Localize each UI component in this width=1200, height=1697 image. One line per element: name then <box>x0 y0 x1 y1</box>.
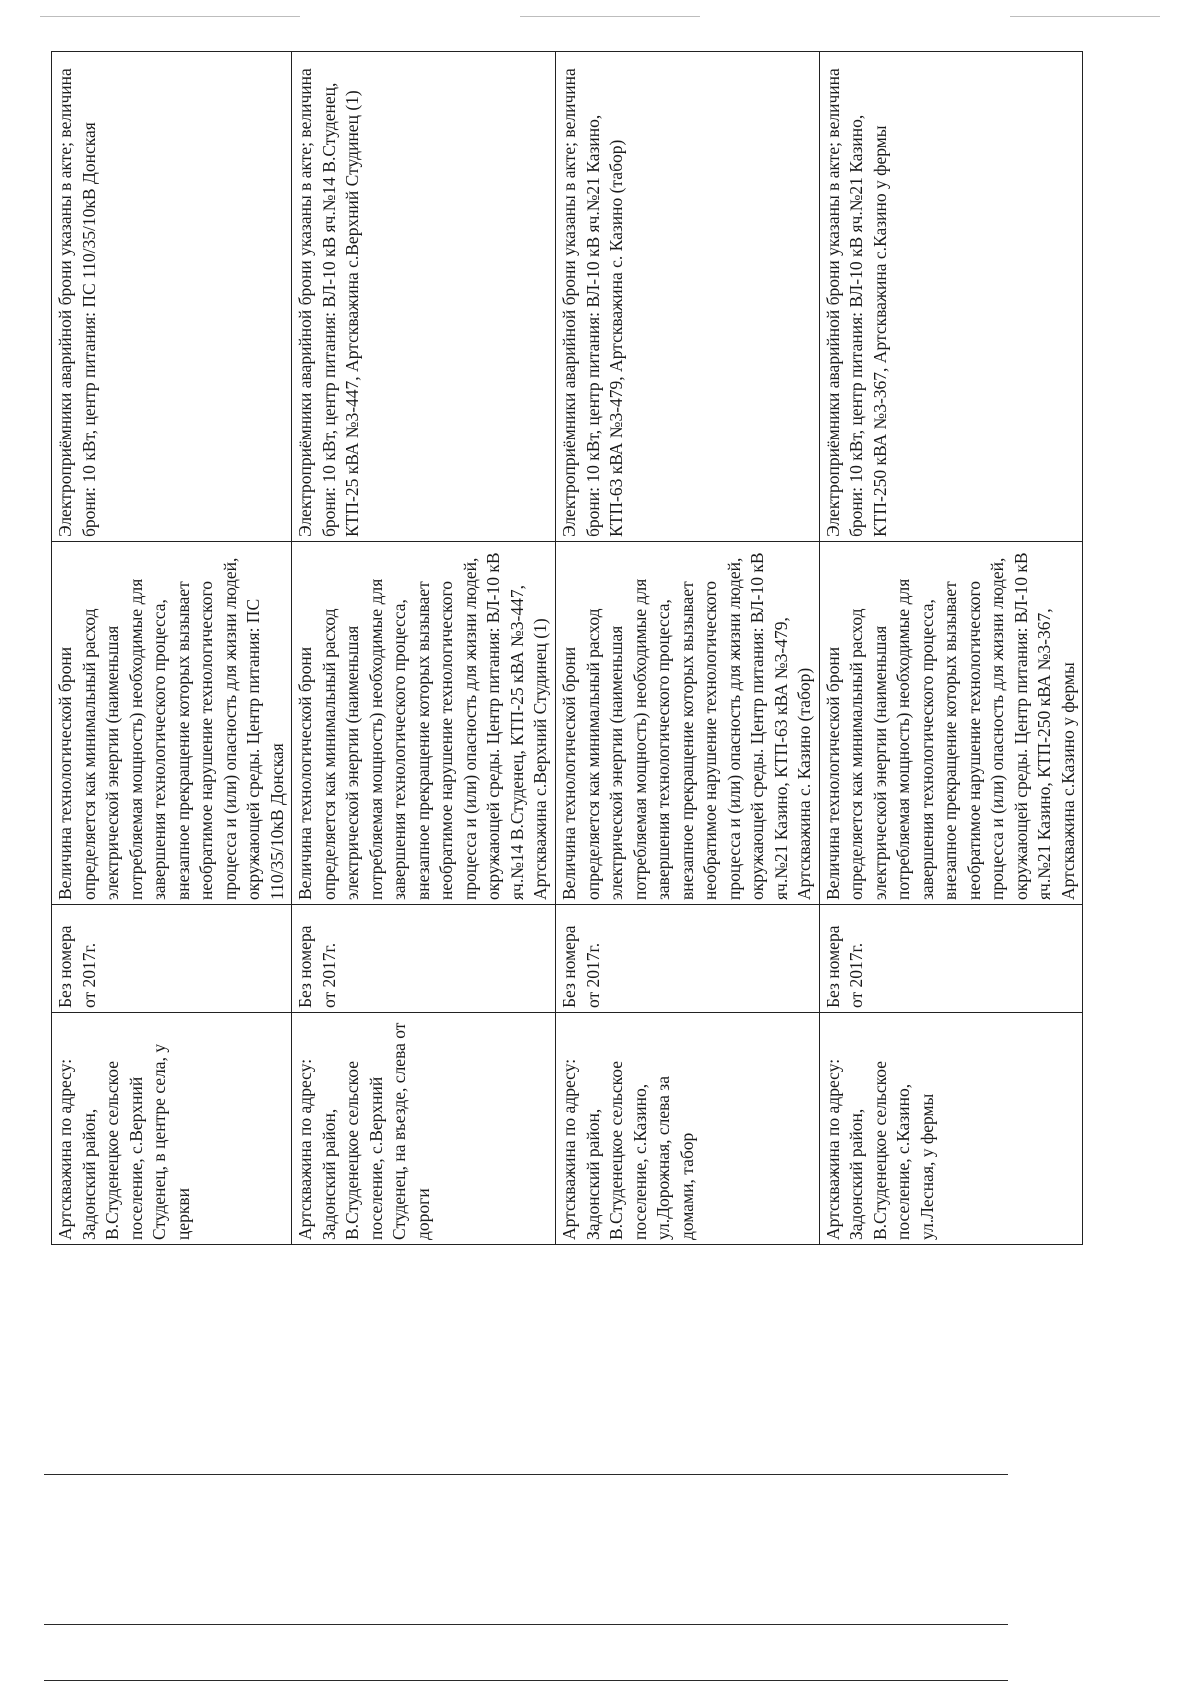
location-cell: Артскважина по адресу: Задонский район, В.Студенецкое сельское поселение, с.Казино, ул.Лесная, у фермы <box>819 1013 1083 1245</box>
rotated-table-container <box>51 52 1078 1245</box>
signature-line <box>44 1474 1008 1475</box>
reservation-table <box>51 51 1083 1245</box>
scan-mark <box>520 16 700 17</box>
emergency-reserve-cell: Электроприёмники аварийной брони указаны в акте; величина брони: 10 кВт, центр питания: ПС 110/35/10кВ Донская <box>52 52 292 542</box>
location-cell: Артскважина по адресу: Задонский район, В.Студенецкое сельское поселение, с.Верхний Студенец, в центре села, у церкви <box>52 1013 292 1245</box>
act-cell: Без номера от 2017г. <box>556 905 820 1013</box>
act-cell: Без номера от 2017г. <box>52 905 292 1013</box>
location-cell: Артскважина по адресу: Задонский район, В.Студенецкое сельское поселение, с.Верхний Студенец, на въезде, слева от дороги <box>292 1013 556 1245</box>
scan-mark <box>1010 16 1160 17</box>
technological-reserve-cell: Величина технологической брони определяется как минимальный расход электрической энергии (наименьшая потребляемая мощность) необходимые для завершения технологического процесса, внезапное прекращение которых вызывает необратимое нарушение технологического процесса и (или) опасность для жизни людей, окружающей среды. Центр питания: ПС 110/35/10кВ Донская <box>52 542 292 905</box>
technological-reserve-cell: Величина технологической брони определяется как минимальный расход электрической энергии (наименьшая потребляемая мощность) необходимые для завершения технологического процесса, внезапное прекращение которых вызывает необратимое нарушение технологического процесса и (или) опасность для жизни людей, окружающей среды. Центр питания: ВЛ-10 кВ яч.№21 Казино, КТП-63 кВА №3-479, Артскважина с. Казино (табор) <box>556 542 820 905</box>
technological-reserve-cell: Величина технологической брони определяется как минимальный расход электрической энергии (наименьшая потребляемая мощность) необходимые для завершения технологического процесса, внезапное прекращение которых вызывает необратимое нарушение технологического процесса и (или) опасность для жизни людей, окружающей среды. Центр питания: ВЛ-10 кВ яч.№21 Казино, КТП-250 кВА №3-367, Артскважина с.Казино у фермы <box>819 542 1083 905</box>
table-row <box>52 52 292 1245</box>
act-cell: Без номера от 2017г. <box>292 905 556 1013</box>
location-cell: Артскважина по адресу: Задонский район, В.Студенецкое сельское поселение, с.Казино, ул.Дорожная, слева за домами, табор <box>556 1013 820 1245</box>
table-row <box>819 52 1083 1245</box>
scan-mark <box>40 16 300 17</box>
table-row <box>556 52 820 1245</box>
technological-reserve-cell: Величина технологической брони определяется как минимальный расход электрической энергии (наименьшая потребляемая мощность) необходимые для завершения технологического процесса, внезапное прекращение которых вызывает необратимое нарушение технологического процесса и (или) опасность для жизни людей, окружающей среды. Центр питания: ВЛ-10 кВ яч.№14 В.Студенец, КТП-25 кВА №3-447, Артскважина с.Верхний Студинец (1) <box>292 542 556 905</box>
signature-line <box>44 1680 1008 1681</box>
act-cell: Без номера от 2017г. <box>819 905 1083 1013</box>
emergency-reserve-cell: Электроприёмники аварийной брони указаны в акте; величина брони: 10 кВт, центр питания: ВЛ-10 кВ яч.№21 Казино, КТП-63 кВА №3-479, Артскважина с. Казино (табор) <box>556 52 820 542</box>
signature-line <box>44 1624 1008 1625</box>
table-row <box>292 52 556 1245</box>
emergency-reserve-cell: Электроприёмники аварийной брони указаны в акте; величина брони: 10 кВт, центр питания: ВЛ-10 кВ яч.№14 В.Студенец, КТП-25 кВА №3-447, Артскважина с.Верхний Студинец (1) <box>292 52 556 542</box>
emergency-reserve-cell: Электроприёмники аварийной брони указаны в акте; величина брони: 10 кВт, центр питания: ВЛ-10 кВ яч.№21 Казино, КТП-250 кВА №3-367, Артскважина с.Казино у фермы <box>819 52 1083 542</box>
